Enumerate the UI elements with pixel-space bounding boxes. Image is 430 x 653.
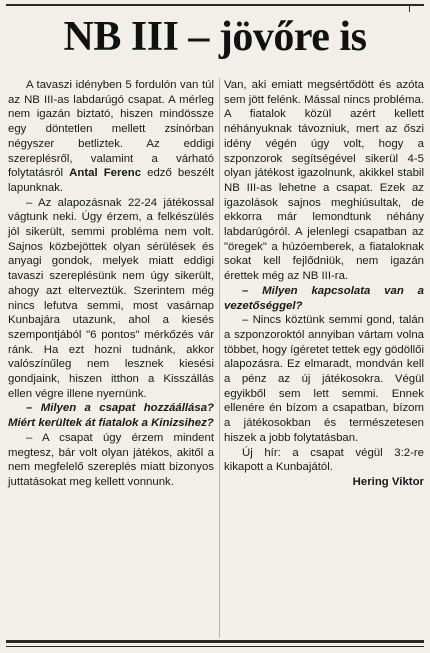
- intro-text-start: A tavaszi idényben 5 fordulón van túl az NB III-as labdarúgó csapat. A mérleg nem igazán biztató, hiszen mindössze egy döntetlen mellett zsinórban négyszer betliztek. Az eddigi szereplésről, valamint a várható folytatásról: [8, 79, 214, 180]
- news-update: Új hír: a csapat végül 3:2-re kikapott a Kunbajától.: [224, 446, 424, 474]
- article-right-column: [224, 78, 424, 490]
- article-left-column: [8, 78, 214, 490]
- top-rule-mark: [409, 4, 416, 12]
- author-signature: Hering Viktor: [352, 475, 424, 488]
- answer-paragraph-2-continued: Van, aki emiatt megsértődött és azóta sem jött felénk. Mással nincs probléma. A fiatalok közül azért kellett néhányuknak távozniuk, mert az őszi idény végén úgy volt, hogy a szponzorok segítségével sikerül 4-5 olyan játékost igazolnunk, akikkel stabil NB III-as lehetne a csapat. Ezek az igazolások sajnos meghiúsultak, de ekkorra már lemondtunk néhány labdarúgóról. A jelenlegi csapatban az "öregek" a húzóemberek, a fiataloknak sokat kell fejlődniük, nem igazán érettek még az NB III-ra.: [224, 79, 424, 283]
- question-1: – Milyen a csapat hozzáállása? Miért kerültek át fiatalok a Kinizsihez?: [8, 402, 214, 430]
- bottom-rule: [6, 640, 424, 643]
- bottom-rule-thin: [6, 646, 424, 647]
- answer-paragraph-2: – A csapat úgy érzem mindent megtesz, bár volt olyan játékos, akitől a nem megfelelő szereplés miatt bizonyos juttatásokat meg kellett vonnunk.: [8, 431, 214, 488]
- coach-name: Antal Ferenc: [69, 167, 142, 180]
- top-rule: [6, 4, 424, 6]
- answer-paragraph-1: – Az alapozásnak 22-24 játékossal vágtunk neki. Úgy érzem, a felkészülés jól sikerült, semmi probléma nem volt. Sajnos közbejöttek olyan sérülések és anyagi gondok, melyek miatt eddigi tavaszi szereplésünk nem úgy sikerült, ahogy azt elterveztük. Szerintem még nincs lefutva semmi, most vasárnap Kunbajára utazunk, ahol a kiesés szempontjából "6 pontos" mérkőzés vár ránk. Ha ezt hozni tudnánk, akkor valószínűleg nem lesznek kiesési gondjaink, hiszen itthon a Kisszállás ellen végre illene nyernünk.: [8, 196, 214, 400]
- article-headline: NB III – jövőre is: [63, 14, 367, 60]
- column-divider: [219, 78, 220, 638]
- answer-paragraph-3: – Nincs köztünk semmi gond, talán a szponzoroktól annyiban vártam volna többet, hogy ígéretet tettek egy gödöllői alapozásra. Ez elmaradt, mondván kell a pénz az új játékosokra. Végül egyikből sem lett semmi. Ennek ellenére én bízom a csapatban, bízom a játékosokban és természetesen hiszek a jobb folytatásban.: [224, 314, 424, 444]
- intro-text-end: edző beszélt lapunknak.: [8, 167, 214, 194]
- question-2: – Milyen kapcsolata van a vezetőséggel?: [224, 284, 424, 312]
- intro-paragraph: [8, 78, 214, 196]
